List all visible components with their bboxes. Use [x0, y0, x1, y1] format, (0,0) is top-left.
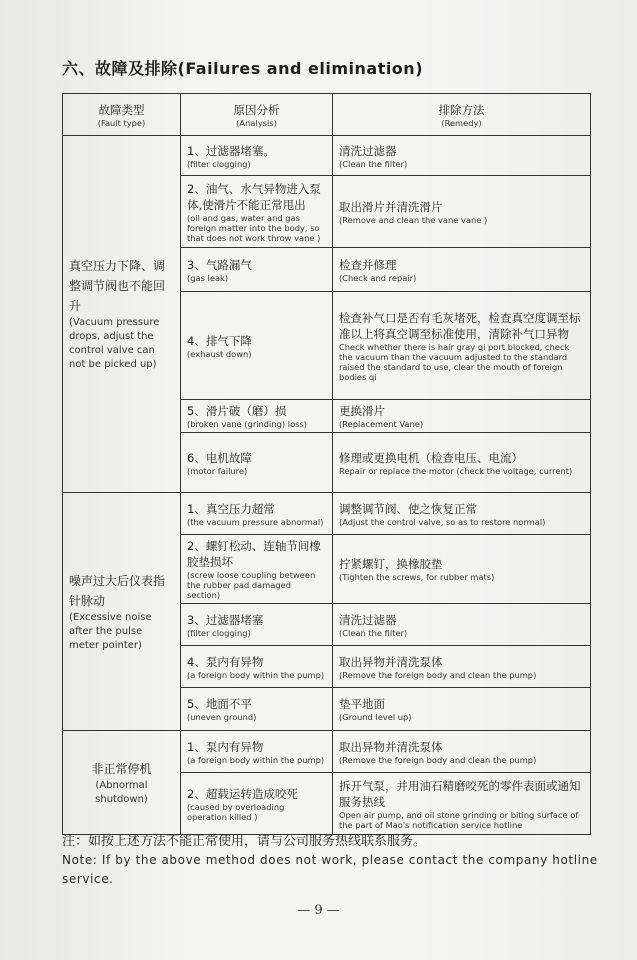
cause-cell: 1、过滤器堵塞。 (filter clogging): [181, 136, 333, 176]
remedy-cell: 取出异物并清洗泵体 (Remove the foreign body and clean the pump): [333, 646, 591, 688]
table-row: [63, 731, 591, 773]
page-number: — 9 —: [297, 903, 340, 918]
cause-cell: 5、地面不平 (uneven ground): [181, 688, 333, 731]
note-english: Note: If by the above method does not work, please contact the company hotline service.: [62, 853, 598, 886]
fault-table: [62, 93, 591, 835]
cause-cell: 1、真空压力超常 (the vacuum pressure abnormal): [181, 493, 333, 535]
remedy-cell: 清洗过滤器 (Clean the filter): [333, 604, 591, 646]
cause-cell: 6、电机故障 (motor failure): [181, 433, 333, 493]
remedy-cell: 修理或更换电机（检查电压、电流） Repair or replace the motor (check the voltage, current): [333, 433, 591, 493]
remedy-cell: 更换滑片 (Replacement Vane): [333, 400, 591, 433]
table-header-row: [63, 94, 591, 136]
header-fault-type: 故障类型 (Fault type): [63, 94, 181, 136]
fault-type-cell: 真空压力下降、调整调节阀也不能回升 (Vacuum pressure drops, adjust the control valve can not be picked up): [63, 136, 181, 493]
remedy-cell: 拆开气泵，并用油石精磨咬死的零件表面或通知服务热线 Open air pump, and oil stone grinding or biting surface of the part of Mao's notification service hotline: [333, 773, 591, 835]
fault-type-cell: 非正常停机 (Abnormal shutdown): [63, 731, 181, 835]
cause-cell: 2、超载运转造成咬死 (caused by overloading operation killed ): [181, 773, 333, 835]
remedy-cell: 清洗过滤器 (Clean the filter): [333, 136, 591, 176]
remedy-cell: 检查补气口是否有毛灰堵死，检查真空度调至标准以上将真空调至标准使用，清除补气口异物 Check whether there is hair gray qi port blocked, check the vacuum than the vacuum adjusted to the standard raised the standard to use, clear the mouth of foreign bodies qi: [333, 292, 591, 400]
table-row: [63, 136, 591, 176]
header-remedy: 排除方法 (Remedy): [333, 94, 591, 136]
cause-cell: 2、螺钉松动、连轴节间橡胶垫损坏 (screw loose coupling between the rubber pad damaged section): [181, 535, 333, 604]
section-title: 六、故障及排除(Failures and elimination): [62, 59, 424, 78]
cause-cell: 3、气路漏气 (gas leak): [181, 248, 333, 292]
remedy-cell: 检查并修理 (Check and repair): [333, 248, 591, 292]
cause-cell: 1、泵内有异物 (a foreign body within the pump): [181, 731, 333, 773]
cause-cell: 4、排气下降 (exhaust down): [181, 292, 333, 400]
remedy-cell: 拧紧螺钉，换橡胶垫 (Tighten the screws, for rubber mats): [333, 535, 591, 604]
remedy-cell: 取出异物并清洗泵体 (Remove the foreign body and clean the pump): [333, 731, 591, 773]
remedy-cell: 取出滑片并清洗滑片 (Remove and clean the vane vane ): [333, 176, 591, 248]
table-row: [63, 493, 591, 535]
cause-cell: 4、泵内有异物 (a foreign body within the pump): [181, 646, 333, 688]
header-analysis: 原因分析 (Analysis): [181, 94, 333, 136]
note-chinese: 注：如按上述方法不能正常使用，请与公司服务热线联系服务。: [62, 834, 427, 849]
remedy-cell: 调整调节阀、使之恢复正常 (Adjust the control valve, so as to restore normal): [333, 493, 591, 535]
fault-type-cell: 噪声过大后仪表指针脉动 (Excessive noise after the pulse meter pointer): [63, 493, 181, 731]
cause-cell: 5、滑片破（磨）损 (broken vane (grinding) loss): [181, 400, 333, 433]
remedy-cell: 垫平地面 (Ground level up): [333, 688, 591, 731]
cause-cell: 2、油气、水气异物进入泵体,使滑片不能正常甩出 (oil and gas, water and gas foreign matter into the body, so that does not work throw vane ): [181, 176, 333, 248]
cause-cell: 3、过滤器堵塞 (filter clogging): [181, 604, 333, 646]
